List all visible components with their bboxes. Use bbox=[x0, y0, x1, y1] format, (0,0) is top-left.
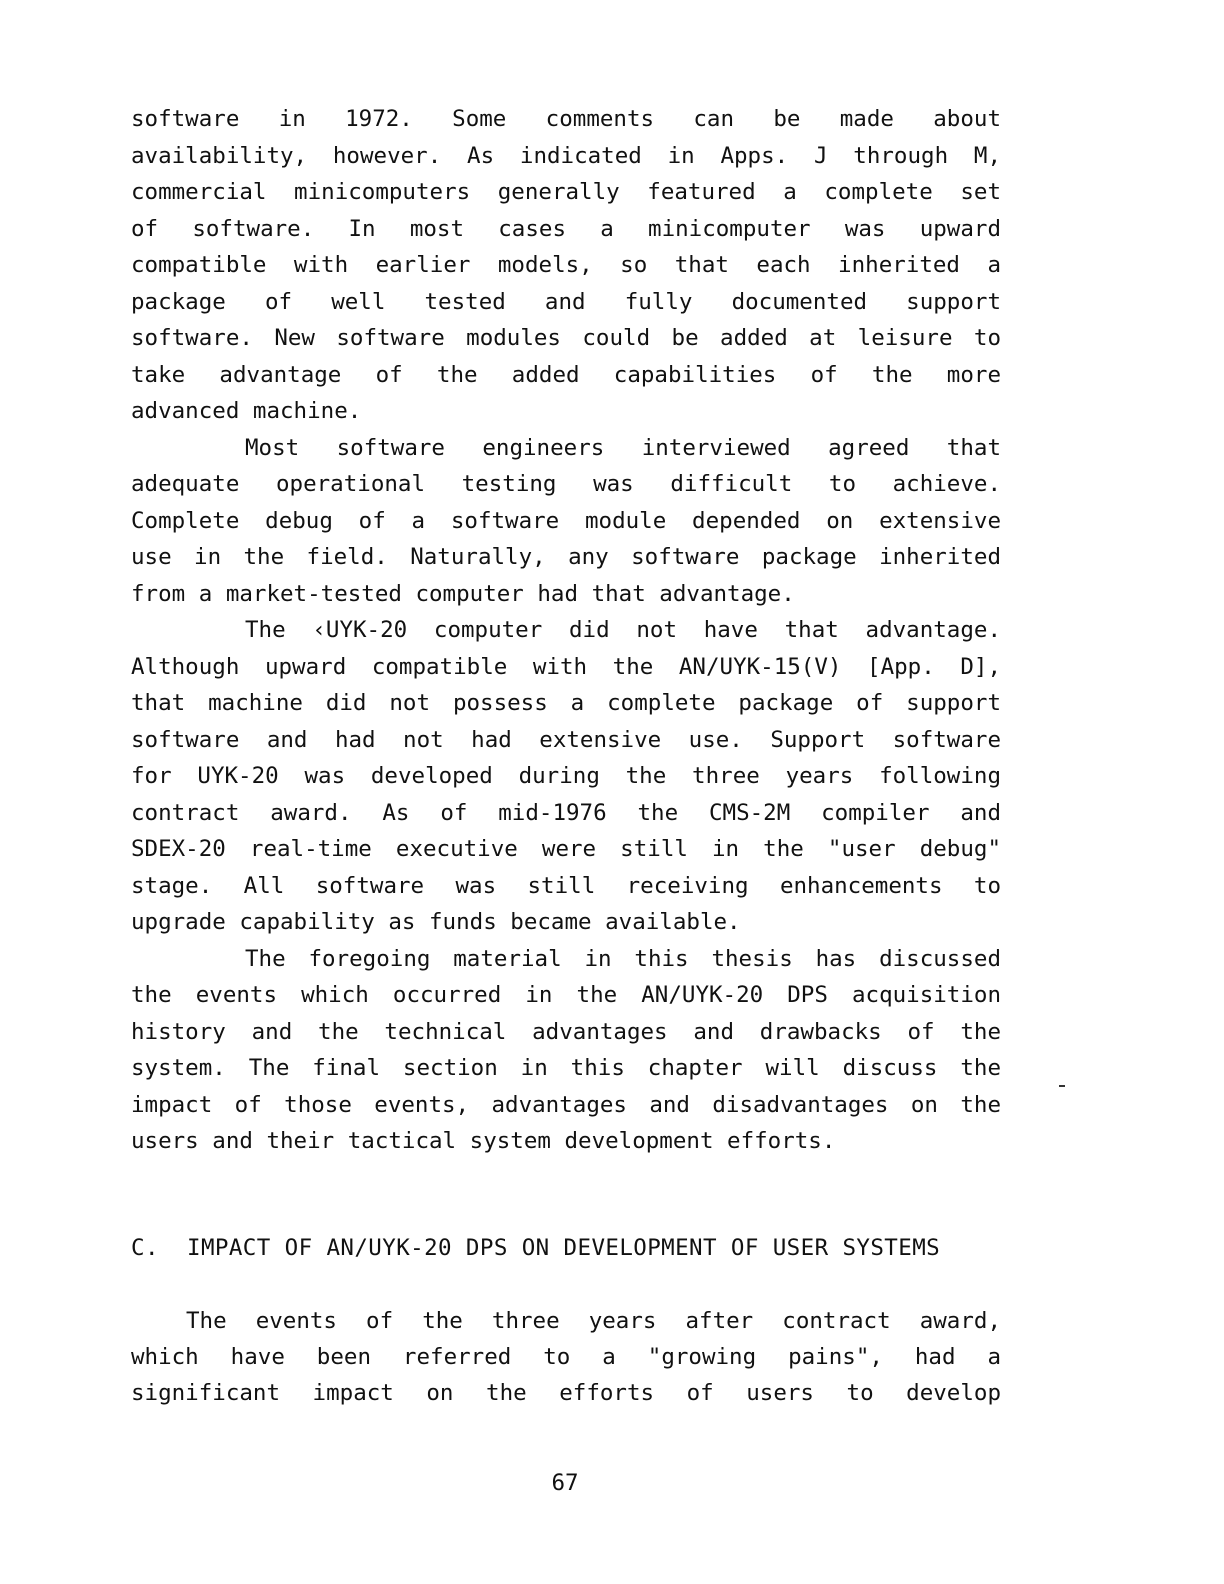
text-line: compatible with earlier models, so that each inherited a bbox=[131, 252, 1001, 278]
page-number: 67 bbox=[551, 1470, 579, 1496]
text-line: significant impact on the efforts of users to develop bbox=[131, 1380, 1001, 1406]
text-line: SDEX-20 real-time executive were still in the "user debug" bbox=[131, 836, 1001, 862]
text-line: commercial minicomputers generally featured a complete set bbox=[131, 179, 1001, 205]
paragraph-software-availability bbox=[131, 101, 1001, 1160]
text-line: of software. In most cases a minicomputer was upward bbox=[131, 215, 1001, 242]
text-line: The events of the three years after contract award, bbox=[186, 1308, 1001, 1334]
text-line: contract award. As of mid-1976 the CMS-2M compiler and bbox=[131, 799, 1001, 826]
text-line: use in the field. Naturally, any software package inherited bbox=[131, 544, 1001, 570]
text-line: Although upward compatible with the AN/UYK-15(V) [App. D], bbox=[131, 653, 1001, 680]
section-heading bbox=[131, 1231, 1001, 1265]
text-line: advanced machine. bbox=[131, 398, 362, 424]
text-line: which have been referred to a "growing pains", had a bbox=[131, 1344, 1001, 1370]
text-line: availability, however. As indicated in Apps. J through M, bbox=[131, 142, 1001, 169]
text-line: Complete debug of a software module depended on extensive bbox=[131, 507, 1001, 534]
section-title: IMPACT OF AN/UYK-20 DPS ON DEVELOPMENT OF USER SYSTEMS bbox=[187, 1235, 941, 1261]
text-line: software in 1972. Some comments can be made about bbox=[131, 106, 1001, 132]
text-line: The ‹UYK-20 computer did not have that advantage. bbox=[245, 617, 1001, 643]
section-letter: C. bbox=[131, 1235, 159, 1261]
text-line: adequate operational testing was difficult to achieve. bbox=[131, 471, 1001, 497]
text-line: impact of those events, advantages and disadvantages on the bbox=[131, 1091, 1001, 1118]
paragraph-section-intro bbox=[131, 1303, 1001, 1411]
text-line: software. New software modules could be added at leisure to bbox=[131, 325, 1001, 351]
text-line: Most software engineers interviewed agreed that bbox=[245, 434, 1001, 461]
text-line: from a market-tested computer had that advantage. bbox=[131, 580, 795, 607]
text-line: upgrade capability as funds became available. bbox=[131, 909, 741, 935]
scan-mark bbox=[1059, 1085, 1065, 1087]
text-line: package of well tested and fully documented support bbox=[131, 288, 1001, 315]
text-line: software and had not had extensive use. Support software bbox=[131, 726, 1001, 753]
text-line: stage. All software was still receiving enhancements to bbox=[131, 872, 1001, 899]
text-line: users and their tactical system development efforts. bbox=[131, 1128, 836, 1154]
text-line: for UYK-20 was developed during the three years following bbox=[131, 763, 1001, 789]
text-line: history and the technical advantages and drawbacks of the bbox=[131, 1018, 1001, 1045]
text-line: system. The final section in this chapter will discuss the bbox=[131, 1055, 1001, 1081]
text-line: take advantage of the added capabilities of the more bbox=[131, 361, 1001, 388]
text-line: that machine did not possess a complete package of support bbox=[131, 690, 1001, 716]
text-line: The foregoing material in this thesis has discussed bbox=[245, 945, 1001, 972]
text-line: the events which occurred in the AN/UYK-20 DPS acquisition bbox=[131, 982, 1001, 1008]
